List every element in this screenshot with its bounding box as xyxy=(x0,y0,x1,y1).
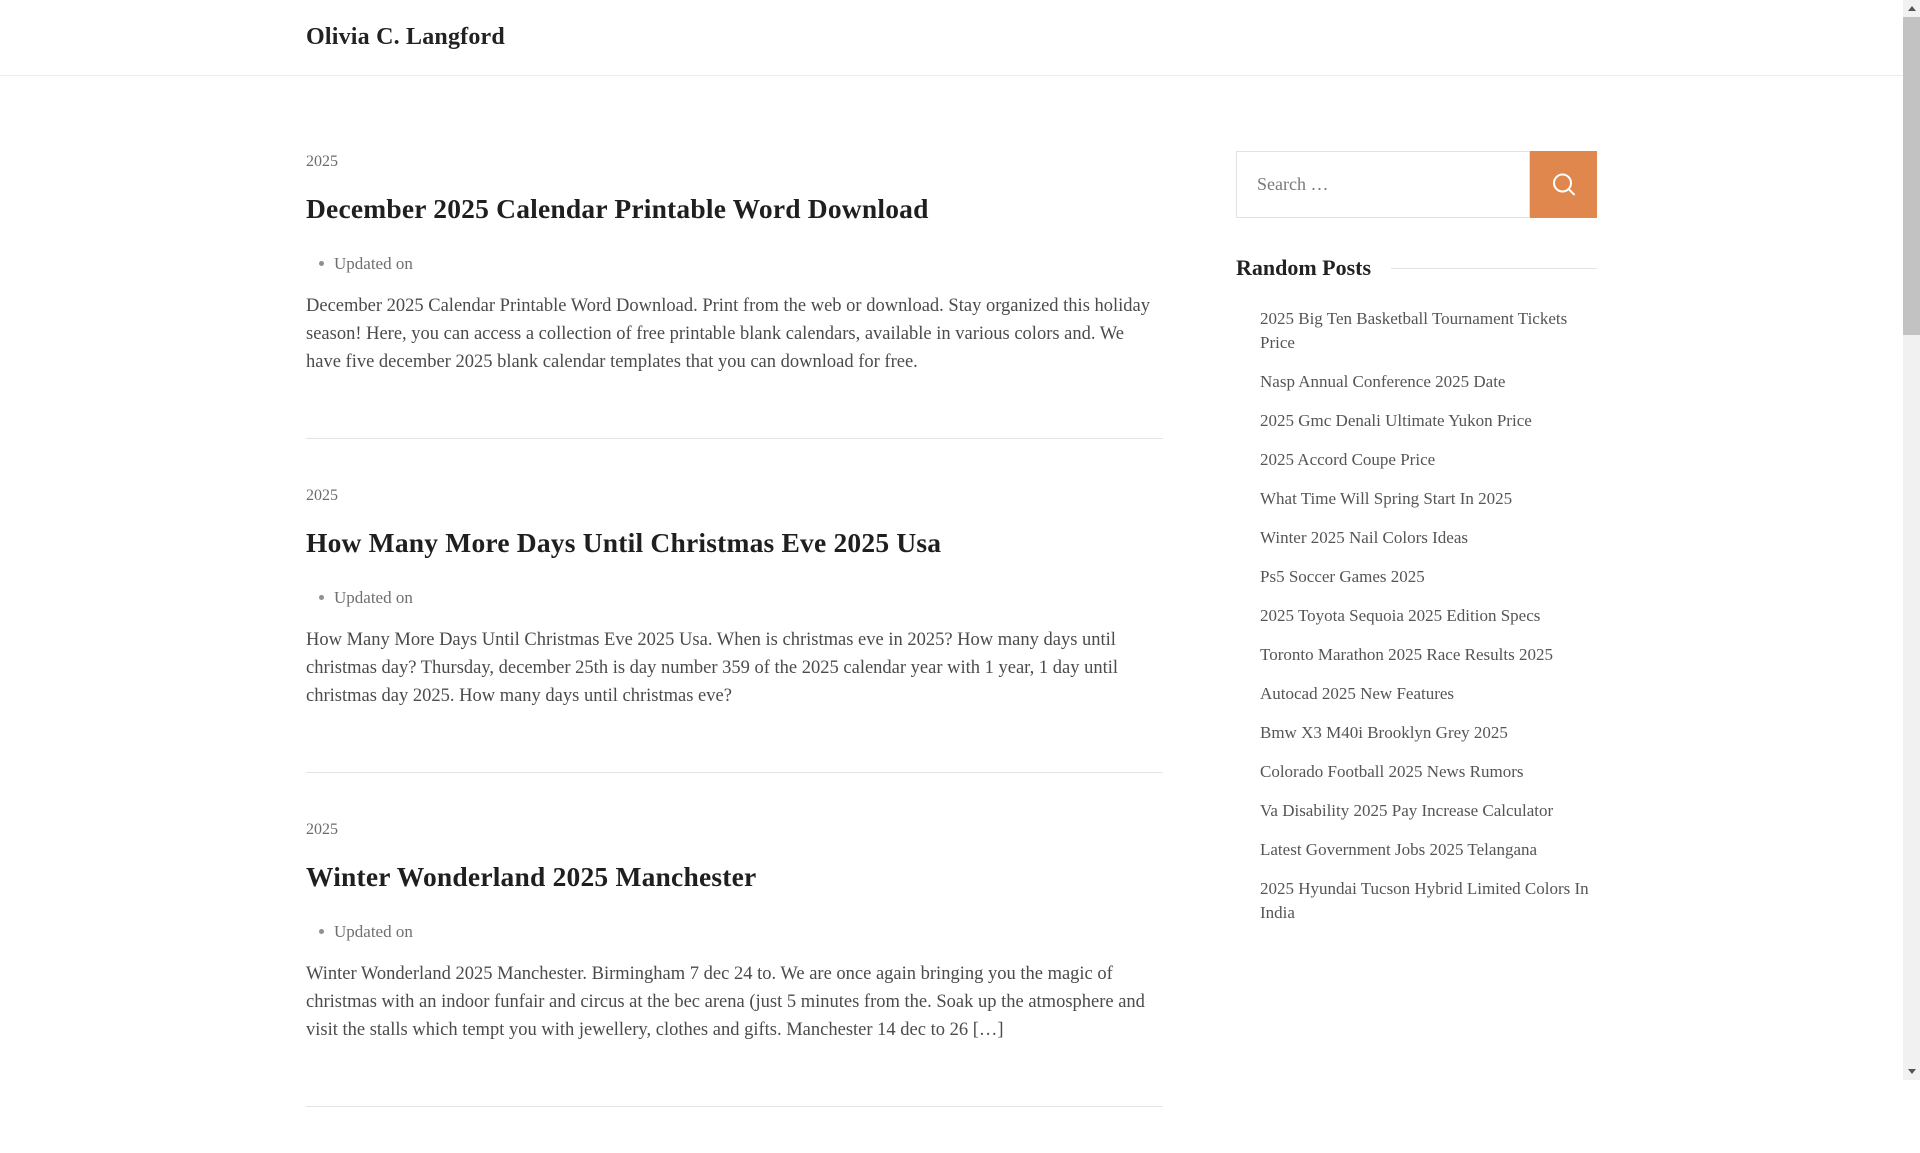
post-title xyxy=(306,526,1163,559)
updated-on-label: Updated on xyxy=(306,252,1163,275)
random-post-link[interactable]: 2025 Accord Coupe Price xyxy=(1260,450,1436,469)
search-icon xyxy=(1550,171,1578,199)
random-post-link[interactable]: Winter 2025 Nail Colors Ideas xyxy=(1260,528,1468,547)
post-article xyxy=(306,151,1163,439)
random-posts-heading: Random Posts xyxy=(1236,255,1597,281)
post-title-link[interactable]: Winter Wonderland 2025 Manchester xyxy=(306,861,757,892)
category-link[interactable]: 2025 xyxy=(306,821,338,838)
post-list xyxy=(306,151,1163,1153)
category-links xyxy=(306,151,1163,173)
post-meta xyxy=(306,252,1163,275)
site-header xyxy=(0,0,1903,76)
list-item xyxy=(1260,877,1597,925)
post-excerpt: How Many More Days Until Christmas Eve 2025 Usa. When is christmas eve in 2025? How many days until christmas day? Thursday, december 25th is day number 359 of the 2025 calendar year with 1 year, 1 day until christmas day 2025. How many days until christmas eve? xyxy=(306,630,1118,706)
random-post-link[interactable]: 2025 Toyota Sequoia 2025 Edition Specs xyxy=(1260,606,1541,625)
random-posts-widget xyxy=(1236,255,1597,925)
random-post-link[interactable]: 2025 Big Ten Basketball Tournament Tickets Price xyxy=(1260,309,1568,352)
list-item xyxy=(1260,643,1597,667)
random-post-link[interactable]: Latest Government Jobs 2025 Telangana xyxy=(1260,840,1538,859)
updated-on-label: Updated on xyxy=(306,586,1163,609)
post-article xyxy=(306,485,1163,773)
category-link[interactable]: 2025 xyxy=(306,487,338,504)
search-submit-button[interactable] xyxy=(1530,151,1597,218)
random-post-link[interactable]: Nasp Annual Conference 2025 Date xyxy=(1260,372,1506,391)
list-item xyxy=(1260,682,1597,706)
random-post-link[interactable]: Ps5 Soccer Games 2025 xyxy=(1260,567,1425,586)
list-item xyxy=(1260,526,1597,550)
site-title-link[interactable]: Olivia C. Langford xyxy=(306,24,505,50)
search-form xyxy=(1236,151,1597,218)
header-inner xyxy=(306,0,1597,75)
sidebar xyxy=(1236,151,1597,1153)
list-item xyxy=(1260,409,1597,433)
random-post-link[interactable]: Bmw X3 M40i Brooklyn Grey 2025 xyxy=(1260,723,1508,742)
list-item xyxy=(1260,760,1597,784)
updated-on-label: Updated on xyxy=(306,920,1163,943)
list-item xyxy=(1260,721,1597,745)
post-article xyxy=(306,819,1163,1107)
random-post-link[interactable]: Toronto Marathon 2025 Race Results 2025 xyxy=(1260,645,1553,664)
triangle-up-icon xyxy=(1908,6,1916,11)
triangle-down-icon xyxy=(1908,1069,1916,1074)
list-item xyxy=(1260,604,1597,628)
list-item xyxy=(1260,838,1597,862)
list-item xyxy=(1260,448,1597,472)
scroll-up-arrow-icon[interactable] xyxy=(1903,0,1920,17)
site-title xyxy=(306,24,505,51)
random-post-link[interactable]: 2025 Gmc Denali Ultimate Yukon Price xyxy=(1260,411,1532,430)
random-post-link[interactable]: Va Disability 2025 Pay Increase Calculator xyxy=(1260,801,1554,820)
list-item xyxy=(1260,799,1597,823)
post-title xyxy=(306,860,1163,893)
post-title-link[interactable]: How Many More Days Until Christmas Eve 2025 Usa xyxy=(306,527,942,558)
post-meta xyxy=(306,586,1163,609)
post-excerpt: Winter Wonderland 2025 Manchester. Birmingham 7 dec 24 to. We are once again bringing you the magic of christmas with an indoor funfair and circus at the bec arena (just 5 minutes from the. Soak up the atmosphere and visit the stalls which tempt you with jewellery, clothes and gifts. Manchester 14 dec to 26 […] xyxy=(306,964,1145,1040)
post-meta xyxy=(306,920,1163,943)
random-posts-list xyxy=(1236,307,1597,925)
content-area xyxy=(306,76,1597,1153)
random-post-link[interactable]: 2025 Hyundai Tucson Hybrid Limited Colors In India xyxy=(1260,879,1589,922)
category-link[interactable]: 2025 xyxy=(306,153,338,170)
post-title xyxy=(306,192,1163,225)
scrollbar-thumb[interactable] xyxy=(1903,17,1920,335)
post-title-link[interactable]: December 2025 Calendar Printable Word Download xyxy=(306,193,929,224)
scrollbar[interactable] xyxy=(1903,0,1920,1080)
random-post-link[interactable]: Autocad 2025 New Features xyxy=(1260,684,1455,703)
category-links xyxy=(306,819,1163,841)
list-item xyxy=(1260,307,1597,355)
list-item xyxy=(1260,565,1597,589)
list-item xyxy=(1260,487,1597,511)
category-links xyxy=(306,485,1163,507)
list-item xyxy=(1260,370,1597,394)
random-post-link[interactable]: What Time Will Spring Start In 2025 xyxy=(1260,489,1513,508)
scroll-down-arrow-icon[interactable] xyxy=(1903,1063,1920,1080)
random-post-link[interactable]: Colorado Football 2025 News Rumors xyxy=(1260,762,1524,781)
post-excerpt: December 2025 Calendar Printable Word Download. Print from the web or download. Stay organized this holiday season! Here, you can access a collection of free printable blank calendars, available in various colors and. We have five december 2025 blank calendar templates that you can download for free. xyxy=(306,296,1151,372)
search-input[interactable] xyxy=(1236,151,1530,218)
